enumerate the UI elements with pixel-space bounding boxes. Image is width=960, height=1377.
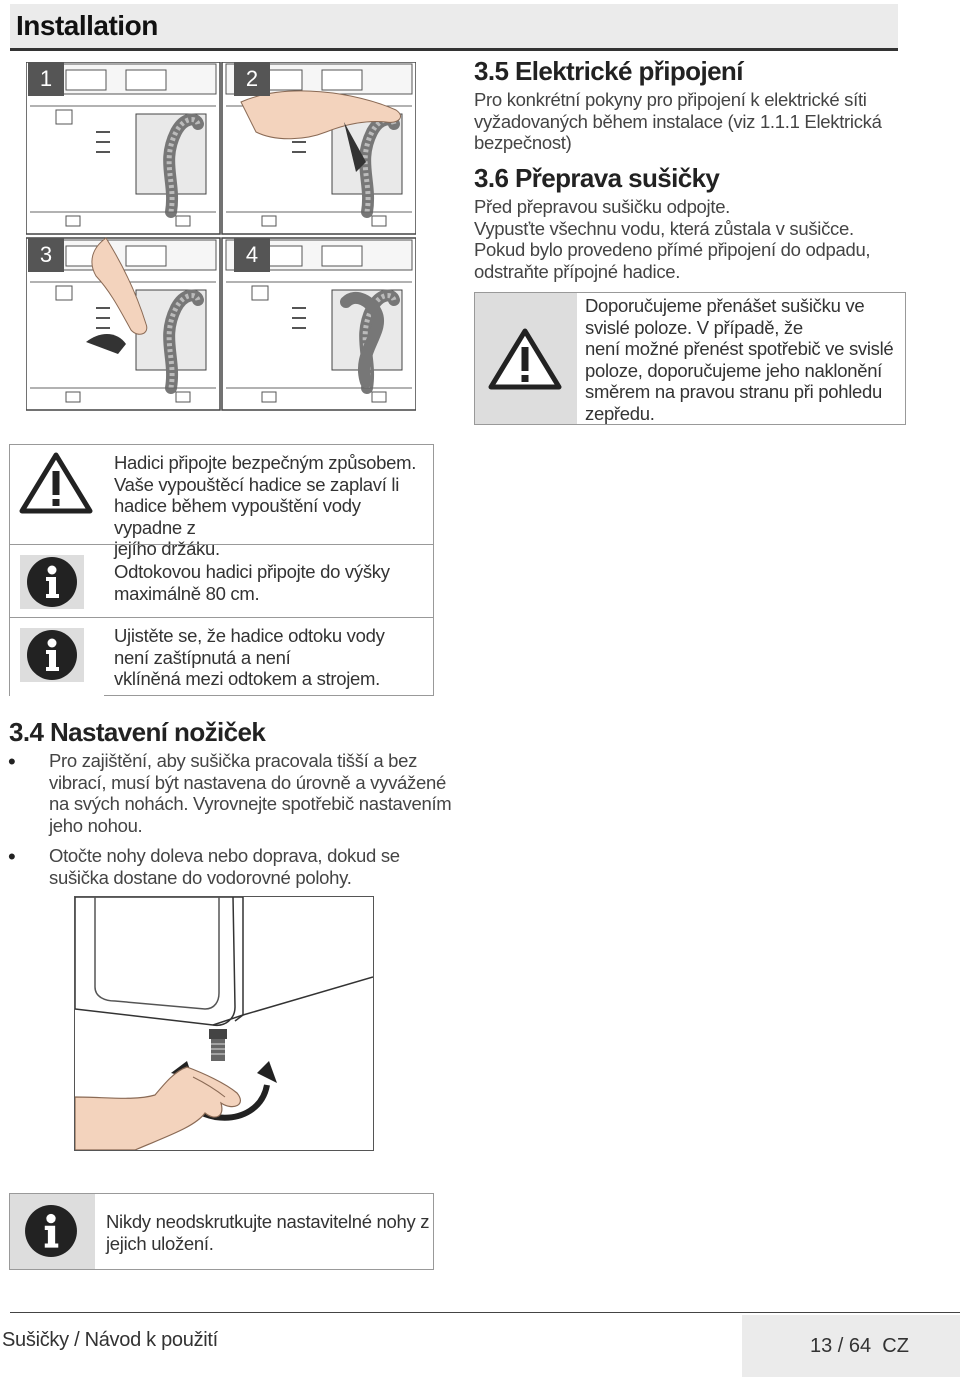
bullet-line: vibrací, musí být nastavena do úrovně a vyvážené [49,771,446,793]
bullet-line: na svých nohách. Vyrovnejte spotřebič nastavením [49,793,452,814]
warning-icon-cell [475,293,577,424]
note-icon-cell [10,1194,95,1269]
info-icon [24,1204,78,1258]
warning-line: směrem na pravou stranu při pohledu [585,381,882,402]
warning-line: svislé poloze. V případě, že [585,316,803,338]
footer-divider [10,1312,960,1313]
section-3-6-line: Před přepravou sušičku odpojte. [474,196,731,217]
section-3-4-bullet-1 [49,750,451,836]
note-line: hadice během vypouštění vody vypadne z [114,495,361,538]
note-line: jejího držáku. [114,538,220,559]
section-3-6-line: Vypusťte všechnu vodu, která zůstala v sušičce. [474,217,854,239]
warning-icon [18,451,94,515]
section-3-6-line: odstraňte přípojné hadice. [474,260,681,282]
section-3-5-body [474,89,882,154]
bullet-line: sušička dostane do vodorovné polohy. [49,866,352,888]
note-line: vklíněná mezi odtokem a strojem. [114,668,380,689]
section-3-6-title: 3.6 Přeprava sušičky [474,163,720,193]
note-text [114,625,385,690]
note-line: není zaštípnutá a není [114,646,291,668]
section-3-6-body [474,196,870,282]
panel-number-2: 2 [234,62,270,96]
note-line: Odtokovou hadici připojte do výšky [114,561,390,582]
transport-warning-text [585,295,893,424]
bullet-marker: • [8,749,16,774]
foot-adjustment-illustration [75,897,373,1150]
note-row-hose-height [10,544,433,618]
warning-line: zepředu. [585,402,655,424]
panel-number-1: 1 [28,62,64,96]
bullet-marker: • [8,844,16,869]
footer-page-box [742,1315,960,1377]
note-line: Vaše vypouštěcí hadice se zaplaví li [114,473,400,495]
bullet-line: Pro zajištění, aby sušička pracovala tišší a bez [49,750,418,771]
note-icon-cell [10,445,104,544]
section-3-6-line: Pokud bylo provedeno přímé připojení do odpadu, [474,239,871,260]
feet-note-box [9,1193,434,1270]
section-3-5-line: bezpečnost) [474,132,572,153]
hose-removal-figure [26,62,416,412]
info-icon [26,629,78,681]
note-line: jejich uložení. [106,1232,214,1254]
transport-warning-box [474,292,906,425]
note-text [114,561,390,604]
page-header [10,4,898,51]
note-line: Nikdy neodskrutkujte nastavitelné nohy z [106,1211,430,1232]
warning-line: není možné přenést spotřebič ve svislé [585,338,894,359]
page-number: 13 / 64 CZ [810,1335,909,1357]
section-3-5-line: vyžadovaných během instalace (viz 1.1.1 Elektrická [474,110,882,132]
bullet-line: Otočte nohy doleva nebo doprava, dokud se [49,845,400,866]
hose-notes-table [9,444,434,696]
section-3-5-line: Pro konkrétní pokyny pro připojení k elektrické síti [474,89,867,110]
info-icon [26,556,78,608]
note-icon-cell [10,545,104,618]
hose-removal-illustration [26,62,416,412]
warning-line: poloze, doporučujeme jeho naklonění [585,359,883,381]
note-row-hose-safety [10,445,433,559]
section-3-4-bullet-2 [49,845,400,888]
warning-icon [487,327,563,391]
panel-number-4: 4 [234,238,270,272]
section-3-5-title: 3.5 Elektrické připojení [474,56,743,86]
note-icon-cell [10,618,104,696]
warning-line: Doporučujeme přenášet sušičku ve [585,295,865,316]
section-3-4-title: 3.4 Nastavení nožiček [9,717,266,747]
foot-adjustment-figure [74,896,374,1151]
note-line: Ujistěte se, že hadice odtoku vody [114,625,385,646]
feet-note-text [106,1211,429,1254]
page-title: Installation [16,10,158,41]
note-line: Hadici připojte bezpečným způsobem. [114,452,417,473]
footer-manual-title: Sušičky / Návod k použití [2,1329,218,1351]
panel-number-3: 3 [28,238,64,272]
bullet-line: jeho nohou. [49,814,143,836]
note-line: maximálně 80 cm. [114,582,260,604]
note-row-hose-pinch [10,617,433,696]
